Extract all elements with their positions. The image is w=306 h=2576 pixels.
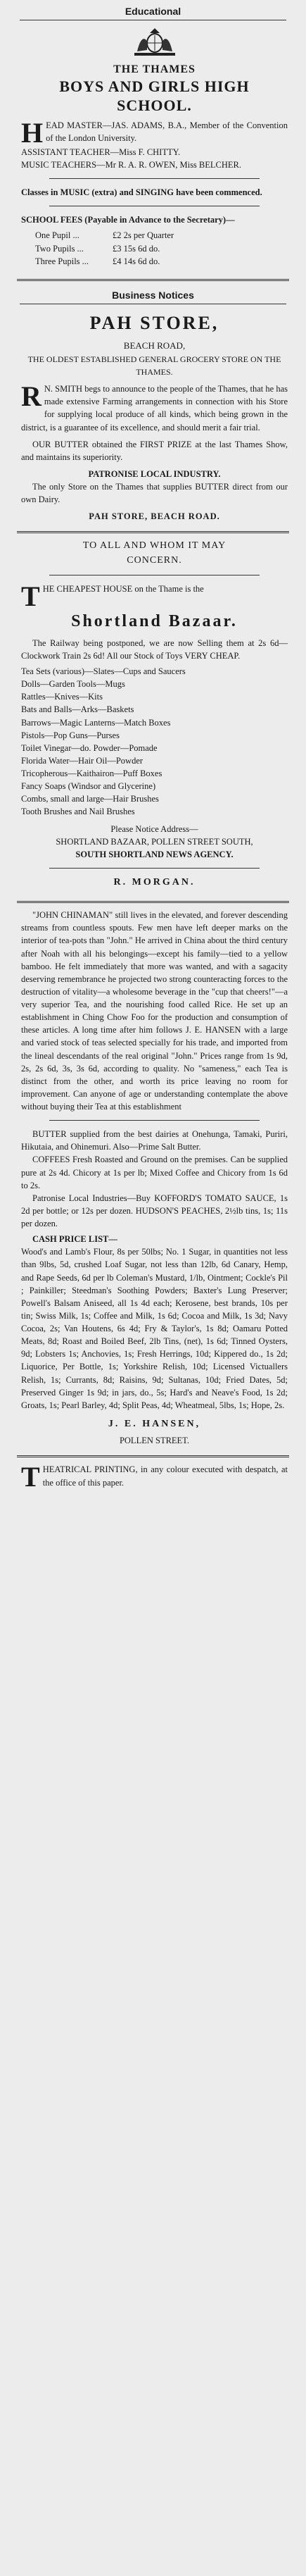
pah-store-address: BEACH ROAD, [123,340,186,351]
price-list-body: Wood's and Lamb's Flour, 8s per 50lbs; No. 1 Sugar, in quantities not less than 9lbs, 5d, crushed Loaf Sugar, not less than 12lb, 6d Canary, Hemp, and Rape Seeds, 6d per lb Coleman's Mustard, 1/lb, Ointment; Cockle's Pil ; Painkiller; Steedman's Soothing Powders; Baxter's Lung Preserver; Powell's Balsam Aniseed, all 1s 4d each; Kerosene, best brands, 10s per tin; Swiss Milk, 1s; Coffee and Milk, 1s 6d; Cocoa and Milk, 1s 3d; Navy Cocoa, 2s; Van Houtens, 6s 4d; Fry & Taylor's, 1s 8d; Oamaru Potted Meats, 8d; Roast and Boiled Beef, 2lb Tins, (net), 1s 6d; Tinned Oysters, 9d; Lobsters 1s; Anchovies, 1s; Fresh Herrings, 10d; Kippered do., 1s 2d; Liquorice, Per Bottle, 1s; Yorkshire Relish, 10d; Licensed Victuallers Relish, 1s; Currants, 8d; Raisins, 9d; Sultanas, 10d; Fried Dates, 5d; Preserved Ginger 1s 9d; in jars, do., 5s; Hard's and Neave's Food, 1s 2d; Groats, 1s; Pearl Barley, 4d; Split Peas, 4d; Wheatmeal, 5lbs, 1s; Hope, 2s. [21,1247,288,1410]
hansen-signature: J. E. HANSEN, [108,1418,201,1429]
fee-value: £2 2s per Quarter [113,230,174,241]
john-chinaman-paragraph: "JOHN CHINAMAN" still lives in the elevated, and forever descending streams from countless spouts. Few men have left deeper marks on the interior of tea-pots than "John." He arrived in China about the third century after Noah with all his belongings—except his family—tied to a yellow bamboo. He felt immediately that more was wanted, and with a sagacity deserving remembrance he projected two strong counteracting forces to the destruction of vitality—a wholesome beverage in the "cup that cheers!"—a very superior Tea, and the nourishing food called Rice. He set up an establishment in Ching Chow Foo for the production and consumption of these articles. A long time after him follows J. E. HANSEN with a large and varied stock of teas selected specially for his trade, and imported from the lineal descendants of the real original "John." Prices range from 1s 9d, 2s, 2s 6d, 3s, 3s 6d, according to quality. No "sameness," each Tea is distinct from the other, and worth its price leaving no room for improvement. Can anyone of age or understanding contemplate the above without buying their Tea at this establishment [21,910,288,1112]
pah-store-intro [21,382,288,434]
shortland-bazaar-advertisement [0,536,306,898]
pah-store-footer: PAH STORE, BEACH ROAD. [89,511,220,522]
section-heading-educational: Educational [125,6,181,17]
pah-store-butter: OUR BUTTER obtained the FIRST PRIZE at the last Thames Show, and maintains its superiority. [21,439,288,462]
list-item: Tea Sets (various)—Slates—Cups and Saucers [21,666,186,677]
list-item: Bats and Balls—Arks—Baskets [21,704,134,715]
divider [17,1455,289,1457]
price-list-title: CASH PRICE LIST— [32,1234,117,1245]
school-name-line2: BOYS AND GIRLS HIGH [59,77,250,96]
assistant-teacher: ASSISTANT TEACHER—Miss F. CHITTY. [21,147,181,157]
list-item: Tooth Brushes and Nail Brushes [21,807,135,817]
coffees-paragraph: COFFEES Fresh Roasted and Ground on the premises. Can be supplied pure at 2s 4d. Chicory at 1s per lb; Mixed Coffee and Chicory from 1s 6d to 2s. [21,1155,288,1190]
patronise-body: The only Store on the Thames that supplies BUTTER direct from our own Dairy. [21,482,288,505]
fees-title: SCHOOL FEES (Payable in Advance to the Secretary)— [21,215,235,225]
cheapest-house-text: HE CHEAPEST HOUSE on the Thame is the [42,584,204,594]
list-item: Dolls—Garden Tools—Mugs [21,679,125,690]
head-master-paragraph [21,116,288,149]
school-name-line3: SCHOOL. [117,96,192,114]
fee-value: £3 15s 6d do. [113,243,160,254]
divider [49,178,260,179]
bazaar-address: SHORTLAND BAZAAR, POLLEN STREET SOUTH, [56,836,253,847]
drop-cap: H [21,116,44,149]
list-item: Fancy Soaps (Windsor and Glycerine) [21,781,156,792]
pah-store-tagline: THE OLDEST ESTABLISHED GENERAL GROCERY STORE ON THE THAMES. [27,354,281,377]
list-item: Florida Water—Hair Oil—Powder [21,755,144,766]
bazaar-signature: R. MORGAN. [113,876,196,888]
royal-coat-of-arms-icon [130,26,179,57]
fee-label: Three Pupils ... [35,256,89,266]
pah-store-advertisement [0,304,306,529]
patronise-industries-paragraph: Patronise Local Industries—Buy KOFFORD'S TOMATO SAUCE, 1s 2d per bottle; or 12s per dozen. HUDSON'S PEACHES, 2½lb tins, 1s; 11s per dozen. [21,1193,288,1229]
butter-paragraph: BUTTER supplied from the best dairies at Onehunga, Tamaki, Puriri, Hikutaia, and Ohinemuri. Also—Prime Salt Butter. [21,1129,288,1152]
drop-cap: T [21,1461,40,1493]
bazaar-name: Shortland Bazaar. [71,612,238,630]
bazaar-item-list [21,665,288,819]
music-teachers: MUSIC TEACHERS—Mr R. A. R. OWEN, Miss BELCHER. [21,160,241,170]
theatrical-printing-notice [0,1460,306,1494]
pah-store-title: PAH STORE, [89,312,219,333]
pah-store-intro-text: N. SMITH begs to announce to the people of the Thames, that he has made extensive Farming arrangements in connection with his Store for supplying local produce of all kinds, which being grown in the district, is a guarantee of its excellence, and should merit a fair trial. [21,384,288,433]
list-item: Tricopherous—Kaithairon—Puff Boxes [21,769,162,779]
divider [17,531,289,533]
list-item: Barrows—Magic Lanterns—Match Boxes [21,717,171,728]
divider [17,901,289,903]
fee-row [35,229,288,242]
cheapest-house [21,580,288,612]
hansen-advertisement [0,906,306,1452]
list-item: Toilet Vinegar—do. Powder—Pomade [21,742,158,753]
fees-table [35,229,288,267]
fee-row [35,242,288,255]
fee-label: Two Pupils ... [35,243,84,254]
school-name-line1: THE THAMES [113,63,196,75]
list-item: Rattles—Knives—Kits [21,692,103,702]
list-item: Combs, small and large—Hair Brushes [21,794,159,804]
classes-note: Classes in MUSIC (extra) and SINGING have been commenced. [21,187,262,198]
news-agency: SOUTH SHORTLAND NEWS AGENCY. [75,849,234,859]
head-master-text: EAD MASTER—JAS. ADAMS, B.A., Member of the Convention of the London University. [46,120,288,144]
section-heading-business: Business Notices [112,289,194,301]
fee-label: One Pupil ... [35,230,79,241]
drop-cap: R [21,380,42,413]
patronise-title: PATRONISE LOCAL INDUSTRY. [88,468,221,479]
drop-cap: T [21,580,40,612]
divider [49,868,260,869]
address-notice: Please Notice Address— [110,823,198,834]
concern-heading-line1: TO ALL AND WHOM IT MAY [82,540,227,552]
theatrical-printing-text: HEATRICAL PRINTING, in any colour executed with despatch, at the office of this paper. [42,1464,288,1488]
fee-value: £4 14s 6d do. [113,256,160,266]
fee-row [35,255,288,268]
concern-heading-line2: CONCERN. [127,554,182,566]
bazaar-body: The Railway being postponed, we are now Selling them at 2s 6d—Clockwork Train 2s 6d! All our Stock of Toys VERY CHEAP. [21,637,288,661]
divider [49,1120,260,1121]
list-item: Pistols—Pop Guns—Purses [21,730,120,740]
school-advertisement [0,20,306,276]
hansen-street: POLLEN STREET. [119,1436,190,1446]
divider [17,279,289,281]
